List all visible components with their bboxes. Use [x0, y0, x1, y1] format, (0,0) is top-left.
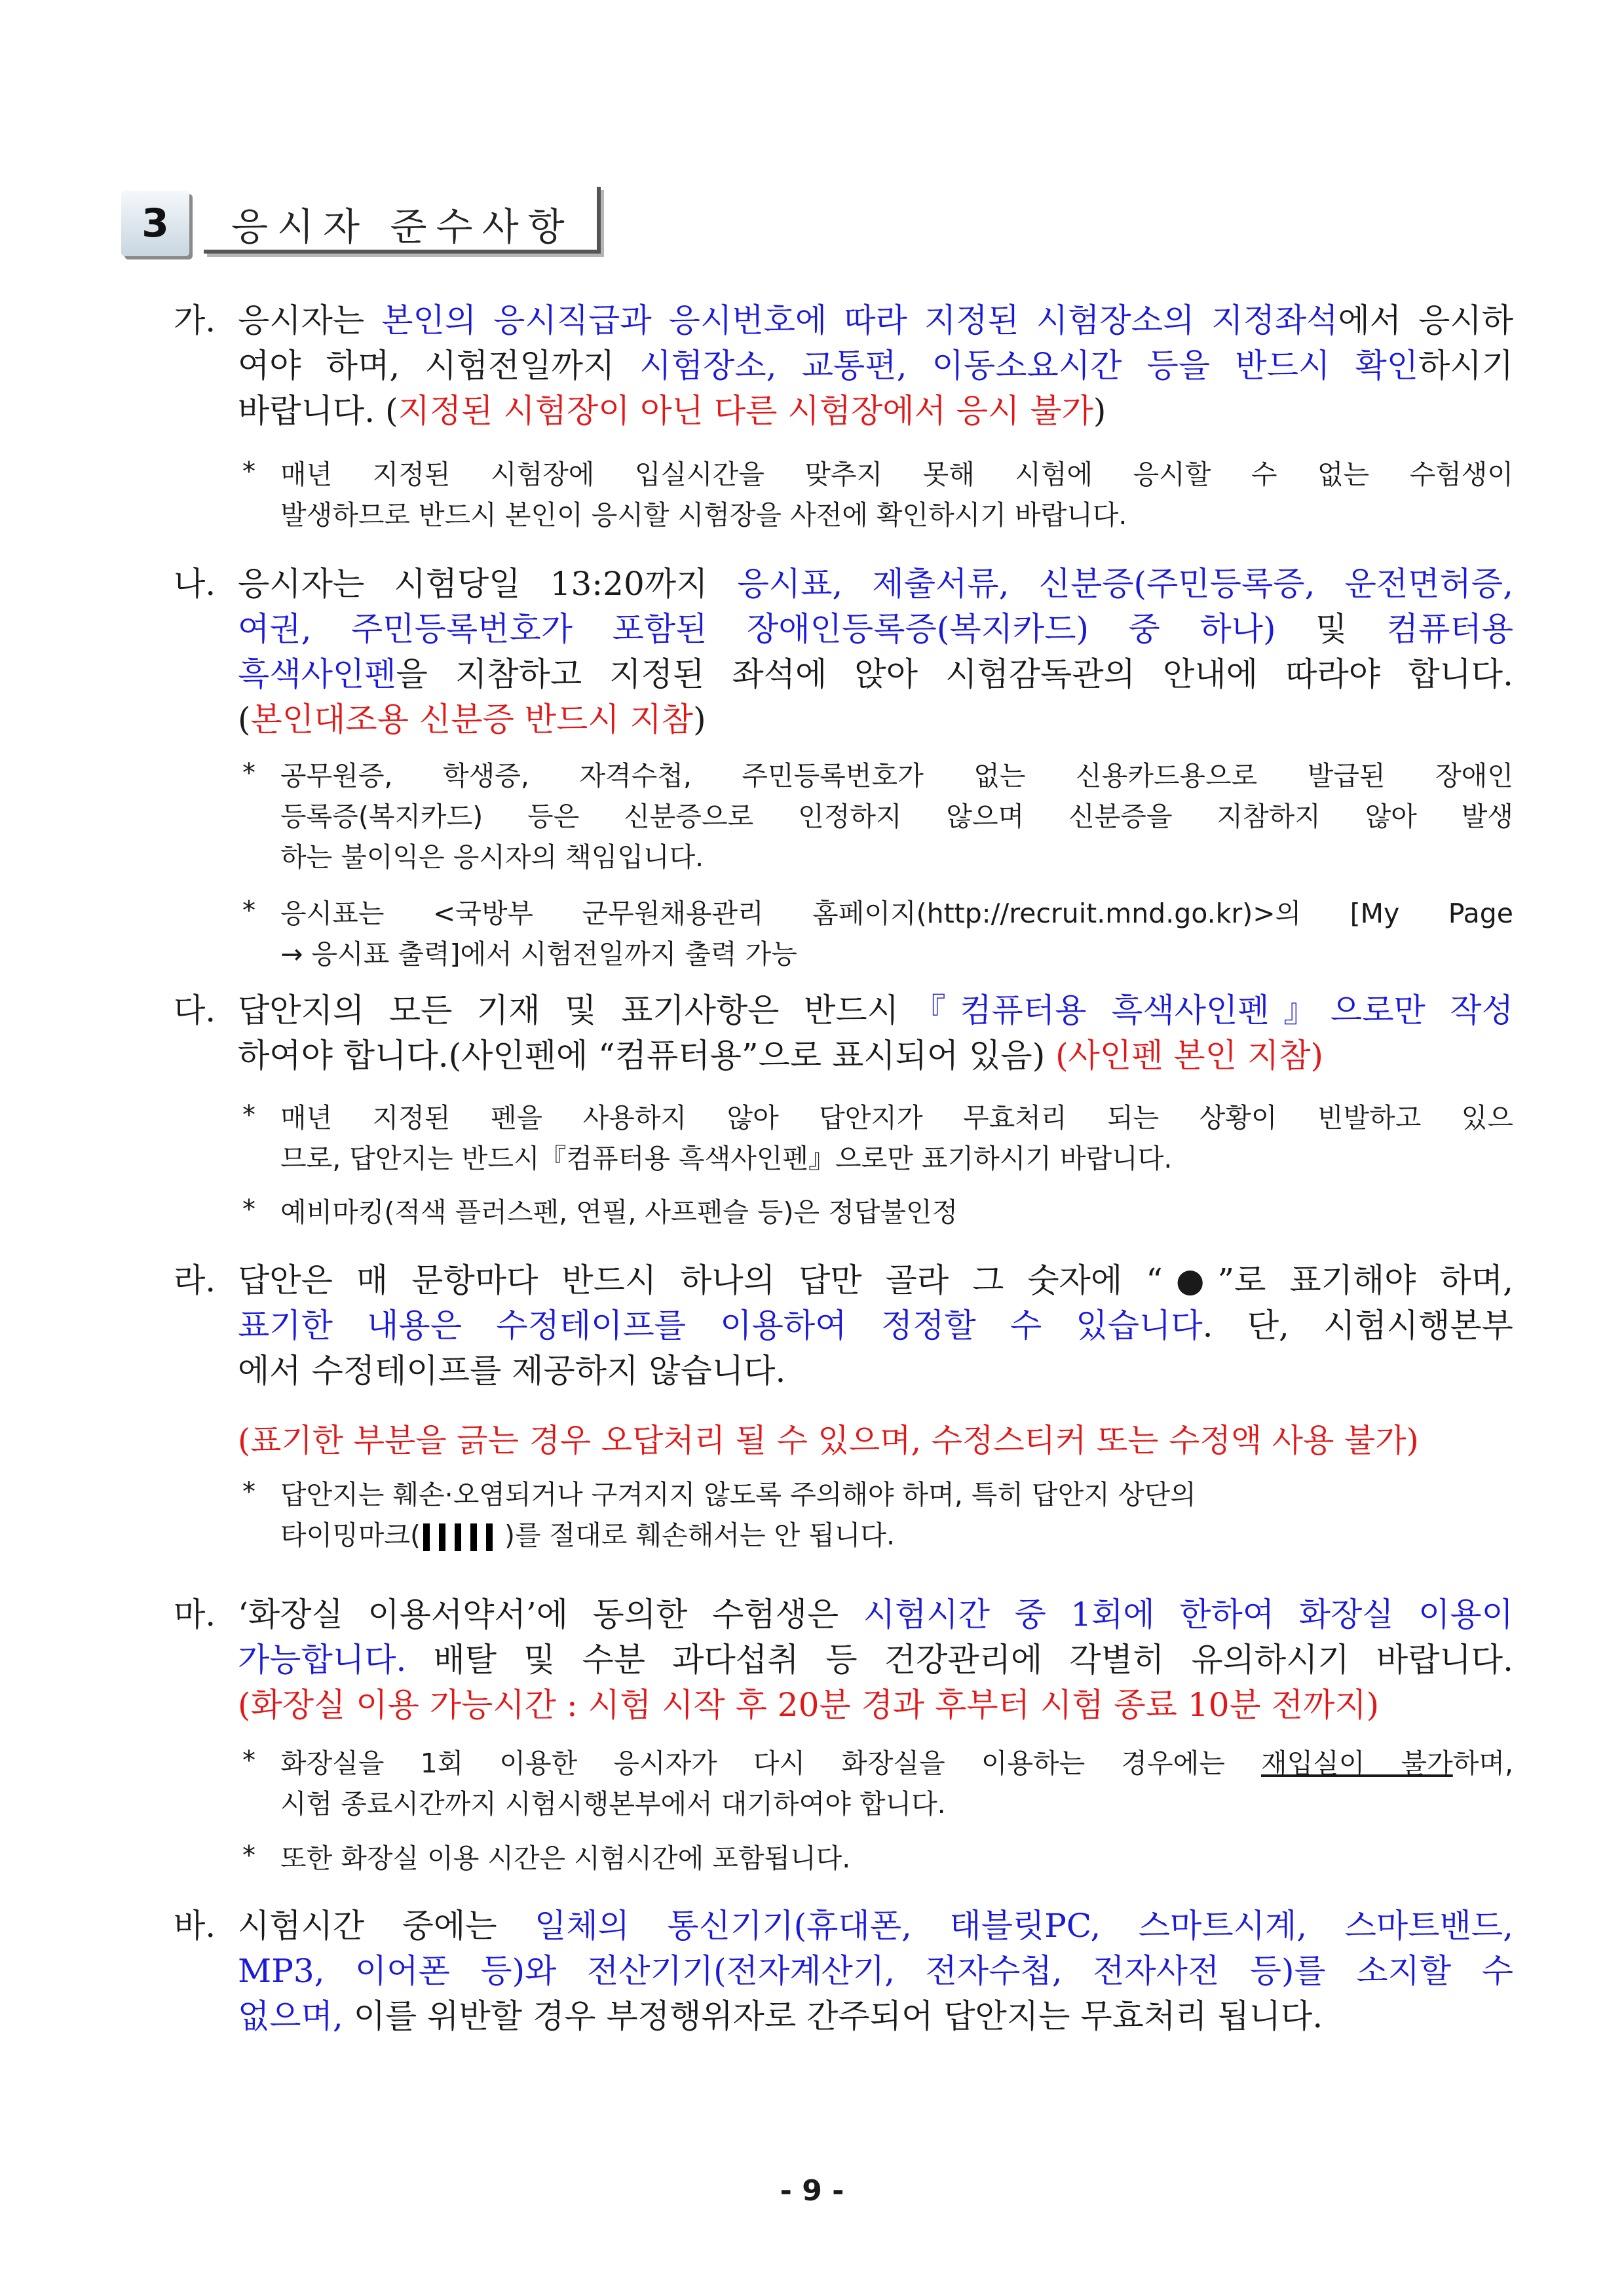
note-star: *: [242, 457, 255, 487]
warning-line: (표기한 부분을 긁는 경우 오답처리 될 수 있으며, 수정스티커 또는 수정액 사용 불가): [238, 1422, 1419, 1459]
item-line: 답안은 매 문항마다 반드시 하나의 답만 골라 그 숫자에 “●”로 표기해야 하며,: [238, 1261, 1513, 1299]
section-number-box: [121, 191, 189, 256]
item-line: 가능합니다. 배탈 및 수분 과다섭취 등 건강관리에 각별히 유의하시기 바랍니다.: [238, 1641, 1513, 1679]
item-line: (화장실 이용 가능시간 : 시험 시작 후 20분 경과 후부터 시험 종료 10분 전까지): [238, 1686, 1380, 1724]
note-da-2: * 예비마킹(적색 플러스펜, 연필, 사프펜슬 등)은 정답불인정: [242, 1192, 1513, 1233]
item-ma: [174, 1592, 1513, 1728]
note-star: *: [242, 1100, 255, 1130]
note-star: *: [242, 896, 255, 926]
item-ba: [174, 1904, 1513, 2039]
item-line: 표기한 내용은 수정테이프를 이용하여 정정할 수 있습니다. 단, 시험시행본부: [238, 1307, 1513, 1345]
note-ma-1: * 화장실을 1회 이용한 응시자가 다시 화장실을 이용하는 경우에는 재입실이 불가하며, 시험 종료시간까지 시험시행본부에서 대기하여야 합니다.: [242, 1743, 1513, 1824]
item-da: [174, 988, 1513, 1079]
note-ga-1: * 매년 지정된 시험장에 입실시간을 맞추지 못해 시험에 응시할 수 없는 수험생이 발생하므로 반드시 본인이 응시할 시험장을 사전에 확인하시기 바랍니다.: [242, 454, 1513, 535]
item-line: 응시자는 시험당일 13:20까지 응시표, 제출서류, 신분증(주민등록증, 운전면허증,: [238, 565, 1513, 603]
note-ma-2: * 또한 화장실 이용 시간은 시험시간에 포함됩니다.: [242, 1838, 1513, 1879]
item-line: (본인대조용 신분증 반드시 지참): [238, 700, 706, 738]
item-marker: 나.: [174, 565, 216, 603]
item-line: 흑색사인펜을 지참하고 지정된 좌석에 앉아 시험감독관의 안내에 따라야 합니다.: [238, 655, 1513, 693]
section-title-box: [204, 187, 601, 254]
item-line: MP3, 이어폰 등)와 전산기기(전자계산기, 전자수첩, 전자사전 등)를 소지할 수: [238, 1952, 1513, 1990]
item-line: 바랍니다. (지정된 시험장이 아닌 다른 시험장에서 응시 불가): [238, 392, 1106, 430]
section-title: 응시자 준수사항: [231, 204, 574, 249]
item-line: 여야 하며, 시험전일까지 시험장소, 교통편, 이동소요시간 등을 반드시 확인하시기: [238, 347, 1513, 385]
item-line: 시험시간 중에는 일체의 통신기기(휴대폰, 태블릿PC, 스마트시계, 스마트밴드,: [238, 1907, 1514, 1945]
item-line: ‘화장실 이용서약서’에 동의한 수험생은 시험시간 중 1회에 한하여 화장실 이용이: [238, 1596, 1513, 1634]
note-star: *: [242, 1195, 255, 1225]
item-line: 여권, 주민등록번호가 포함된 장애인등록증(복지카드) 중 하나) 및 컴퓨터용: [238, 610, 1513, 648]
section-number: 3: [142, 201, 169, 246]
item-marker: 가.: [174, 301, 216, 339]
item-line: 에서 수정테이프를 제공하지 않습니다.: [238, 1352, 786, 1390]
note-star: *: [242, 1477, 255, 1507]
note-na-1: * 공무원증, 학생증, 자격수첩, 주민등록번호가 없는 신용카드용으로 발급된 장애인 등록증(복지카드) 등은 신분증으로 인정하지 않으며 신분증을 지참하지 않아 발생 하는 불이익은 응시자의 책임입니다.: [242, 756, 1513, 877]
item-ra: [174, 1258, 1513, 1394]
item-marker: 다.: [174, 991, 216, 1029]
note-star: *: [242, 1746, 255, 1776]
item-marker: 라.: [174, 1261, 216, 1299]
item-marker: 바.: [174, 1907, 216, 1945]
item-line: 답안지의 모든 기재 및 표기사항은 반드시『컴퓨터용 흑색사인펜』으로만 작성: [238, 991, 1513, 1029]
page-number: - 9 -: [780, 2174, 844, 2208]
item-marker: 마.: [174, 1596, 216, 1634]
item-line: 없으며, 이를 위반할 경우 부정행위자로 간주되어 답안지는 무효처리 됩니다.: [238, 1997, 1323, 2035]
timing-mark-icon: [423, 1523, 502, 1551]
item-line: 하여야 합니다.(사인펜에 “컴퓨터용”으로 표시되어 있음) (사인펜 본인 지참): [238, 1037, 1324, 1075]
note-na-2: * 응시표는 <국방부 군무원채용관리 홈페이지(http://recruit.mnd.go.kr)>의 [My Page → 응시표 출력]에서 시험전일까지 출력 가능: [242, 893, 1513, 974]
note-ra-1: * 답안지는 훼손·오염되거나 구겨지지 않도록 주의해야 하며, 특히 답안지 상단의 타이밍마크( )를 절대로 훼손해서는 안 됩니다.: [242, 1474, 1513, 1556]
note-da-1: * 매년 지정된 펜을 사용하지 않아 답안지가 무효처리 되는 상황이 빈발하고 있으 므로, 답안지는 반드시『컴퓨터용 흑색사인펜』으로만 표기하시기 바랍니다.: [242, 1098, 1513, 1179]
note-star: *: [242, 1841, 255, 1871]
note-star: *: [242, 758, 255, 788]
item-na: [174, 562, 1513, 742]
item-ga: [174, 298, 1513, 434]
section-header: [121, 180, 619, 265]
item-line: 응시자는 본인의 응시직급과 응시번호에 따라 지정된 시험장소의 지정좌석에서 응시하: [238, 301, 1513, 339]
